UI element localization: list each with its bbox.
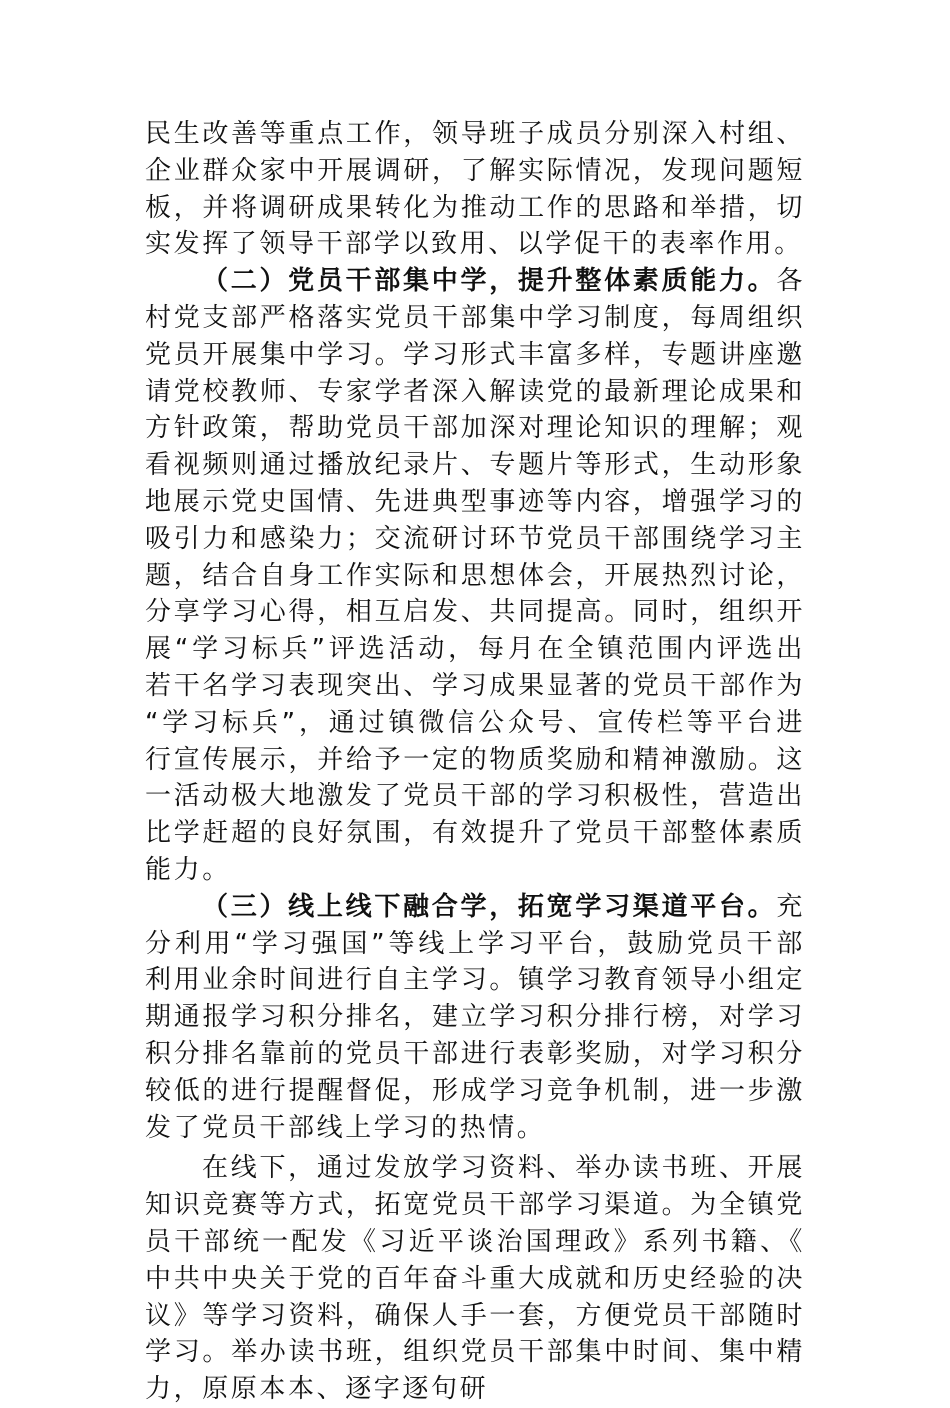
paragraph-offline-learning: [145, 1150, 805, 1408]
paragraph-text: 充分利用“学习强国”等线上学习平台，鼓励党员干部利用业余时间进行自主学习。镇学习教育领导小组定期通报学习积分排名，建立学习积分排行榜，对学习积分排名靠前的党员干部进行表彰奖励，对学习积分较低的进行提醒督促，形成学习竞争机制，进一步激发了党员干部线上学习的热情。: [145, 891, 805, 1143]
document-page: [145, 116, 805, 1408]
paragraph-continuation: [145, 116, 805, 263]
paragraph-text: 在线下，通过发放学习资料、举办读书班、开展知识竞赛等方式，拓宽党员干部学习渠道。为全镇党员干部统一配发《习近平谈治国理政》系列书籍、《中共中央关于党的百年奋斗重大成就和历史经验的决议》等学习资料，确保人手一套，方便党员干部随时学习。举办读书班，组织党员干部集中时间、集中精力，原原本本、逐字逐句研: [145, 1153, 805, 1405]
paragraph-section-two: [145, 263, 805, 889]
section-heading-three: （三）线上线下融合学，拓宽学习渠道平台。: [202, 891, 777, 922]
paragraph-section-three: [145, 889, 805, 1147]
paragraph-text: 各村党支部严格落实党员干部集中学习制度，每周组织党员开展集中学习。学习形式丰富多样，专题讲座邀请党校教师、专家学者深入解读党的最新理论成果和方针政策，帮助党员干部加深对理论知识的理解；观看视频则通过播放纪录片、专题片等形式，生动形象地展示党史国情、先进典型事迹等内容，增强学习的吸引力和感染力；交流研讨环节党员干部围绕学习主题，结合自身工作实际和思想体会，开展热烈讨论，分享学习心得，相互启发、共同提高。同时，组织开展“学习标兵”评选活动，每月在全镇范围内评选出若干名学习表现突出、学习成果显著的党员干部作为“学习标兵”，通过镇微信公众号、宣传栏等平台进行宣传展示，并给予一定的物质奖励和精神激励。这一活动极大地激发了党员干部的学习积极性，营造出比学赶超的良好氛围，有效提升了党员干部整体素质能力。: [145, 266, 805, 885]
paragraph-text: 民生改善等重点工作，领导班子成员分别深入村组、企业群众家中开展调研，了解实际情况，发现问题短板，并将调研成果转化为推动工作的思路和举措，切实发挥了领导干部学以致用、以学促干的表率作用。: [145, 119, 805, 260]
section-heading-two: （二）党员干部集中学，提升整体素质能力。: [202, 266, 777, 297]
